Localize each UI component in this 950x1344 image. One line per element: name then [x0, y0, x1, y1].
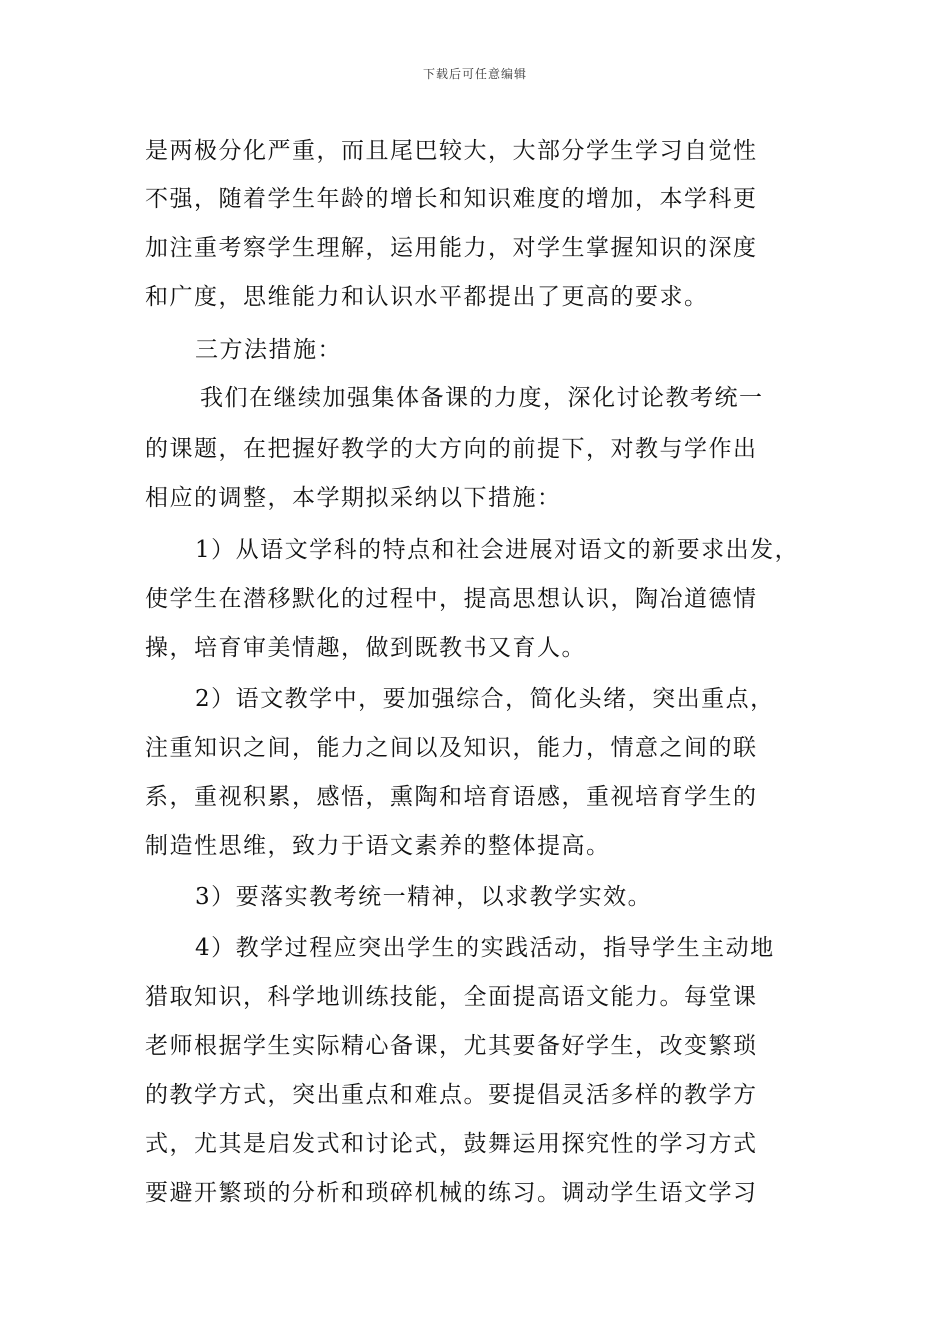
body-line: 的教学方式，突出重点和难点。要提倡灵活多样的教学方	[145, 1082, 758, 1108]
body-line: 我们在继续加强集体备课的力度，深化讨论教考统一	[200, 385, 764, 411]
body-line: 使学生在潜移默化的过程中，提高思想认识，陶冶道德情	[145, 586, 758, 612]
body-line: 相应的调整，本学期拟采纳以下措施：	[145, 485, 562, 511]
body-line: 式，尤其是启发式和讨论式，鼓舞运用探究性的学习方式	[145, 1131, 758, 1157]
body-line: 加注重考察学生理解，运用能力，对学生掌握知识的深度	[145, 235, 758, 261]
body-line: 不强，随着学生年龄的增长和知识难度的增加，本学科更	[145, 186, 758, 212]
body-line: 是两极分化严重，而且尾巴较大，大部分学生学习自觉性	[145, 138, 758, 164]
body-line: 制造性思维，致力于语文素养的整体提高。	[145, 833, 611, 859]
body-line: 注重知识之间，能力之间以及知识，能力，情意之间的联	[145, 735, 758, 761]
body-line: 操，培育审美情趣，做到既教书又育人。	[145, 635, 586, 661]
list-item-2: 2）语文教学中，要加强综合，简化头绪，突出重点，	[195, 686, 775, 712]
list-item-4: 4）教学过程应突出学生的实践活动，指导学生主动地	[195, 935, 775, 961]
body-line: 老师根据学生实际精心备课，尤其要备好学生，改变繁琐	[145, 1033, 758, 1059]
body-line: 的课题，在把握好教学的大方向的前提下，对教与学作出	[145, 436, 758, 462]
body-line: 要避开繁琐的分析和琐碎机械的练习。调动学生语文学习	[145, 1180, 758, 1206]
section-heading: 三方法措施：	[195, 337, 342, 363]
body-line: 猎取知识，科学地训练技能，全面提高语文能力。每堂课	[145, 984, 758, 1010]
list-item-3: 3）要落实教考统一精神，以求教学实效。	[195, 884, 653, 910]
page-header: 下载后可任意编辑	[422, 67, 527, 81]
body-line: 和广度，思维能力和认识水平都提出了更高的要求。	[145, 284, 709, 310]
body-line: 系，重视积累，感悟，熏陶和培育语感，重视培育学生的	[145, 784, 758, 810]
list-item-1: 1）从语文学科的特点和社会进展对语文的新要求出发，	[195, 537, 800, 563]
